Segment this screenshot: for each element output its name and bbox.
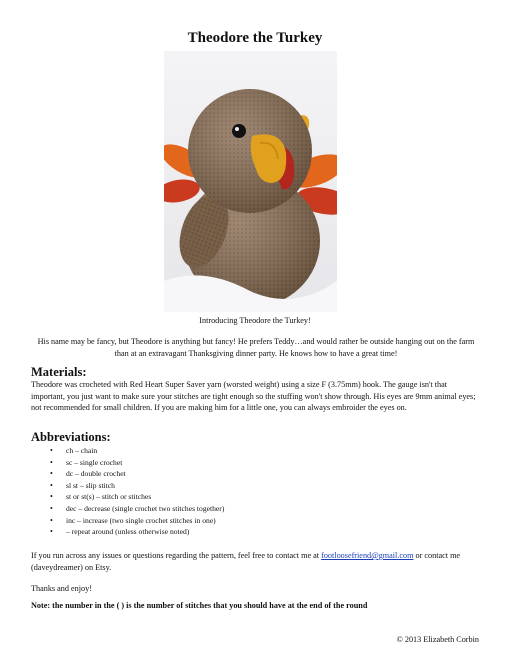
stitch-count-note: Note: the number in the ( ) is the number of stitches that you should have at the end of the round: [31, 601, 368, 610]
copyright: © 2013 Elizabeth Corbin: [396, 635, 479, 644]
list-item: • inc – increase (two single crochet stitches in one): [50, 515, 216, 525]
list-item: • ch – chain: [50, 446, 98, 455]
email-link[interactable]: footloosefriend@gmail.com: [321, 551, 414, 560]
materials-text: Theodore was crocheted with Red Heart Super Saver yarn (worsted weight) using a size F (3.75mm) hook. The gauge isn't that important, you just want to make sure your stitches are tight enough so the stuffing won't show through. His eyes are 9mm animal eyes; not recommended for small children. If you are making him for a little one, you can always embroider the eyes on.: [31, 380, 476, 412]
list-item: • – repeat around (unless otherwise noted): [50, 527, 190, 537]
thanks-text: Thanks and enjoy!: [31, 584, 92, 593]
list-item: • sl st – slip stitch: [50, 480, 115, 490]
page-title: Theodore the Turkey: [187, 30, 323, 46]
abbreviations-list: [50, 445, 224, 538]
abbreviations-heading: Abbreviations:: [31, 430, 111, 444]
list-item: • dc – double crochet: [50, 469, 126, 479]
contact-paragraph: If you run across any issues or questions regarding the pattern, feel free to contact me at footloosefriend@gmail.com or contact me (daveydreamer) on Etsy.: [31, 551, 461, 572]
intro-paragraph: His name may be fancy, but Theodore is anything but fancy! He prefers Teddy…and would rather be outside hanging out on the farm than at an extravagant Thanksgiving dinner party. He knows how to have a great time!: [37, 337, 475, 358]
photo-caption: Introducing Theodore the Turkey!: [199, 316, 311, 325]
list-item: • sc – single crochet: [50, 457, 123, 467]
materials-heading: Materials:: [31, 365, 87, 379]
turkey-photo: [164, 51, 337, 312]
list-item: • st or st(s) – stitch or stitches: [50, 492, 152, 502]
list-item: • dec – decrease (single crochet two stitches together): [50, 503, 225, 513]
